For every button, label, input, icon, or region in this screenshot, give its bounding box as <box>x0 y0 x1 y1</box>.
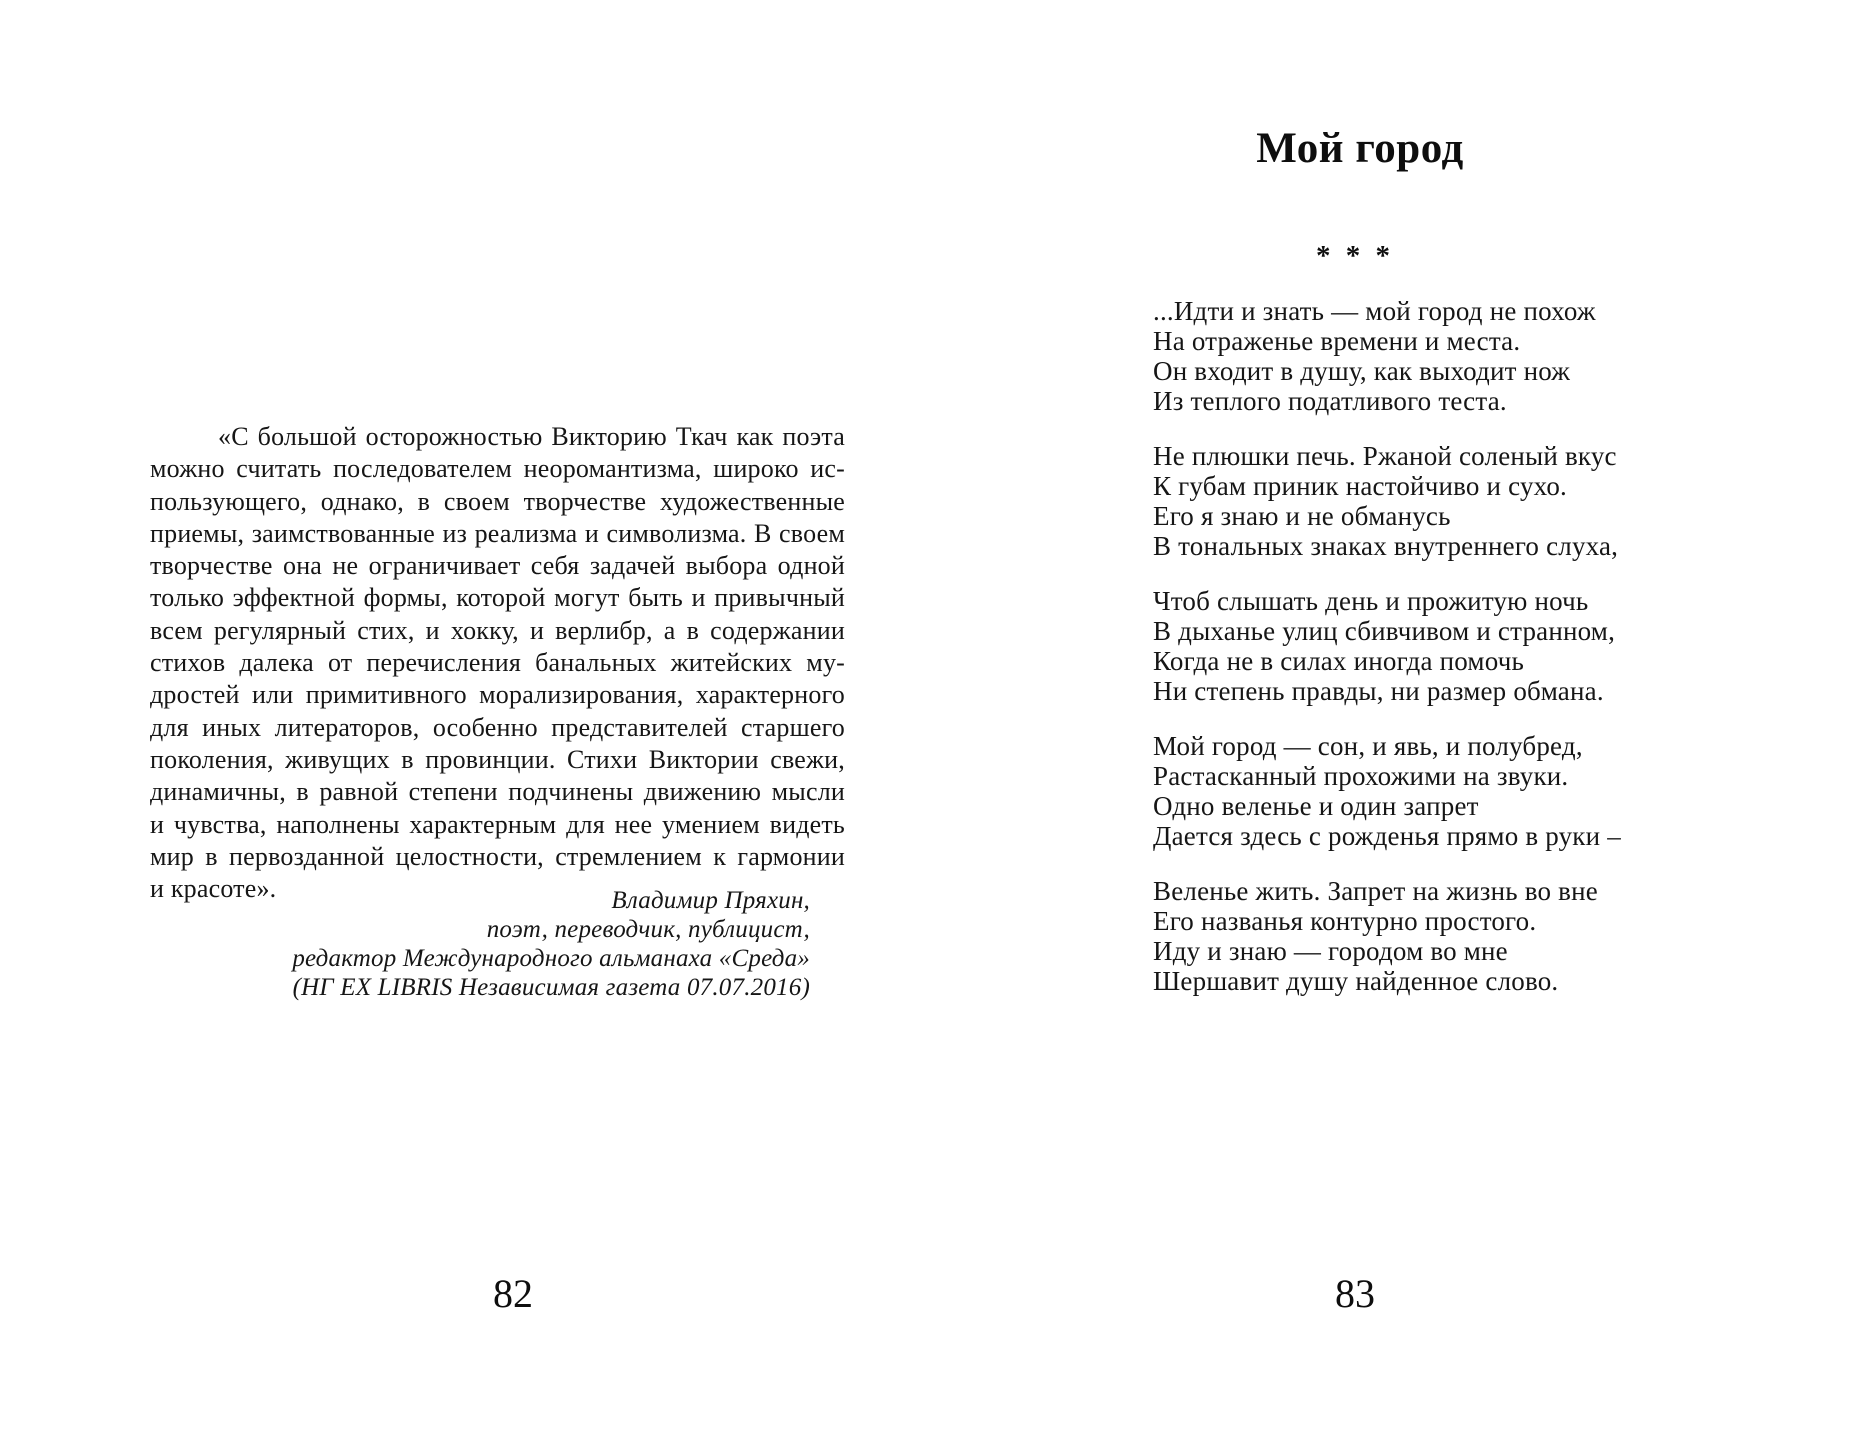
quote-paragraph <box>150 421 845 905</box>
poem-line: Мой город — сон, и явь, и полубред, <box>1153 731 1583 761</box>
section-divider-stars: * * * <box>1316 240 1394 272</box>
poem-title: Мой город <box>1256 125 1464 172</box>
poem-line: Дается здесь с рожденья прямо в руки – <box>1153 821 1621 851</box>
quote-line: приемы, заимствованные из реализма и символизма. В своем <box>150 518 845 548</box>
poem-line: Растасканный прохожими на звуки. <box>1153 761 1569 791</box>
quote-line: всем регулярный стих, и хокку, и верлибр, а в содержании <box>150 615 845 645</box>
poem-line: Из теплого податливого теста. <box>1153 386 1507 416</box>
stanza <box>1153 441 1621 561</box>
quote-line: только эффектной формы, которой могут быть и привычный <box>150 583 845 613</box>
stanza <box>1153 586 1621 706</box>
poem-line: Чтоб слышать день и прожитую ночь <box>1153 586 1589 616</box>
poem-line: Его названья контурно простого. <box>1153 906 1537 936</box>
page-number-left: 82 <box>493 1271 533 1316</box>
poem-line: На отраженье времени и места. <box>1153 326 1521 356</box>
stanza <box>1153 731 1621 851</box>
quote-line: и чувства, наполнены характерным для нее умением видеть <box>150 809 845 839</box>
quote-line: можно считать последователем неоромантизма, широко ис- <box>150 454 845 484</box>
quote-line: и красоте». <box>150 874 277 904</box>
poem-line: Иду и знаю — городом во мне <box>1153 936 1508 966</box>
poem-line: В дыханье улиц сбивчивом и странном, <box>1153 616 1616 646</box>
attribution <box>150 886 810 1002</box>
quote-line: творчестве она не ограничивает себя задачей выбора одной <box>150 551 845 581</box>
quote-line: для иных литераторов, особенно представителей старшего <box>150 712 845 742</box>
quote-line: пользующего, однако, в своем творчестве художественные <box>150 486 845 516</box>
attribution-line: Владимир Пряхин, <box>611 887 810 914</box>
attribution-line: поэт, переводчик, публицист, <box>486 916 810 943</box>
quote-line: мир в первозданной целостности, стремлением к гармонии <box>150 841 845 871</box>
poem-line: В тональных знаках внутреннего слуха, <box>1153 531 1619 561</box>
stanza <box>1153 296 1621 416</box>
poem-line: Веленье жить. Запрет на жизнь во вне <box>1153 876 1598 906</box>
quote-line: поколения, живущих в провинции. Стихи Виктории свежи, <box>150 744 845 774</box>
attribution-line: редактор Международного альманаха «Среда» <box>292 945 810 972</box>
quote-line: динамичны, в равной степени подчинены движению мысли <box>150 777 845 807</box>
poem-line: К губам приник настойчиво и сухо. <box>1153 471 1567 501</box>
quote-line: «С большой осторожностью Викторию Ткач как поэта <box>218 422 845 451</box>
stanza <box>1153 876 1621 996</box>
poem-line: ...Идти и знать — мой город не похож <box>1153 296 1596 326</box>
page-number-right: 83 <box>1335 1271 1375 1316</box>
poem <box>1153 296 1621 1021</box>
poem-line: Ни степень правды, ни размер обмана. <box>1153 676 1604 706</box>
poem-line: Он входит в душу, как выходит нож <box>1153 356 1571 386</box>
poem-line: Когда не в силах иногда помочь <box>1153 646 1525 676</box>
poem-line: Не плюшки печь. Ржаной соленый вкус <box>1153 441 1617 471</box>
poem-line: Шершавит душу найденное слово. <box>1153 966 1559 996</box>
poem-line: Одно веленье и один запрет <box>1153 791 1479 821</box>
poem-line: Его я знаю и не обманусь <box>1153 501 1451 531</box>
attribution-line: (НГ EX LIBRIS Независимая газета 07.07.2016) <box>292 974 810 1001</box>
quote-line: дростей или примитивного морализирования, характерного <box>150 680 845 710</box>
quote-line: стихов далека от перечисления банальных житейских му- <box>150 648 845 678</box>
